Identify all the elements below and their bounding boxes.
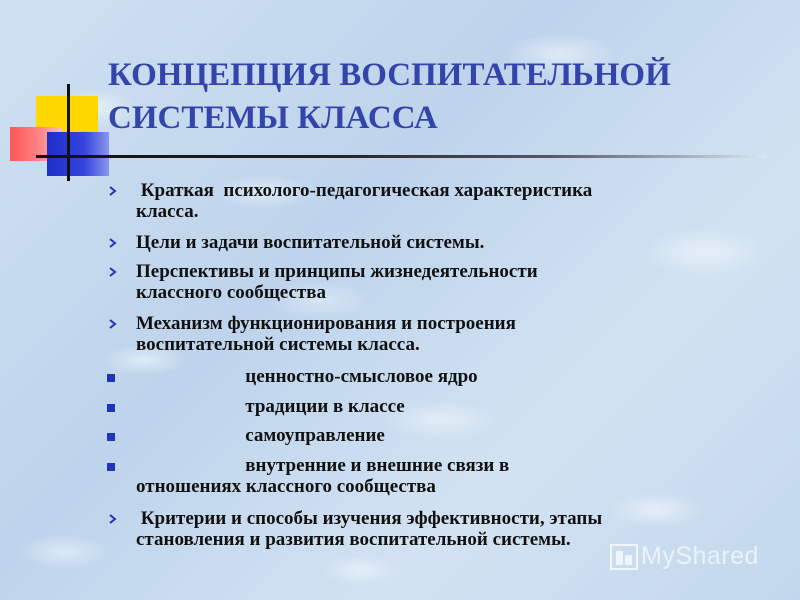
slide-title: КОНЦЕПЦИЯ ВОСПИТАТЕЛЬНОЙ СИСТЕМЫ КЛАССА xyxy=(108,57,671,136)
arrow-bullet-icon xyxy=(108,238,118,248)
watermark-text: MyShared xyxy=(641,542,759,570)
list-item: внутренние и внешние связи в отношениях классного сообщества xyxy=(136,455,510,497)
arrow-bullet-icon xyxy=(108,319,118,329)
watermark-icon xyxy=(610,544,638,570)
list-item: Цели и задачи воспитательной системы. xyxy=(136,232,485,253)
list-item: Критерии и способы изучения эффективности, этапы становления и развития воспитательной системы. xyxy=(136,508,603,550)
square-bullet-icon xyxy=(107,463,115,471)
square-bullet-icon xyxy=(107,404,115,412)
list-item: традиции в классе xyxy=(136,396,405,417)
arrow-bullet-icon xyxy=(108,267,118,277)
list-item: Перспективы и принципы жизнедеятельности классного сообщества xyxy=(136,261,538,303)
square-bullet-icon xyxy=(107,433,115,441)
list-item: самоуправление xyxy=(136,425,385,446)
list-item: ценностно-смысловое ядро xyxy=(136,366,478,387)
square-bullet-icon xyxy=(107,374,115,382)
list-item: Краткая психолого-педагогическая характеристика класса. xyxy=(136,180,593,222)
arrow-bullet-icon xyxy=(108,186,118,196)
arrow-bullet-icon xyxy=(108,514,118,524)
list-item: Механизм функционирования и построения воспитательной системы класса. xyxy=(136,313,516,355)
